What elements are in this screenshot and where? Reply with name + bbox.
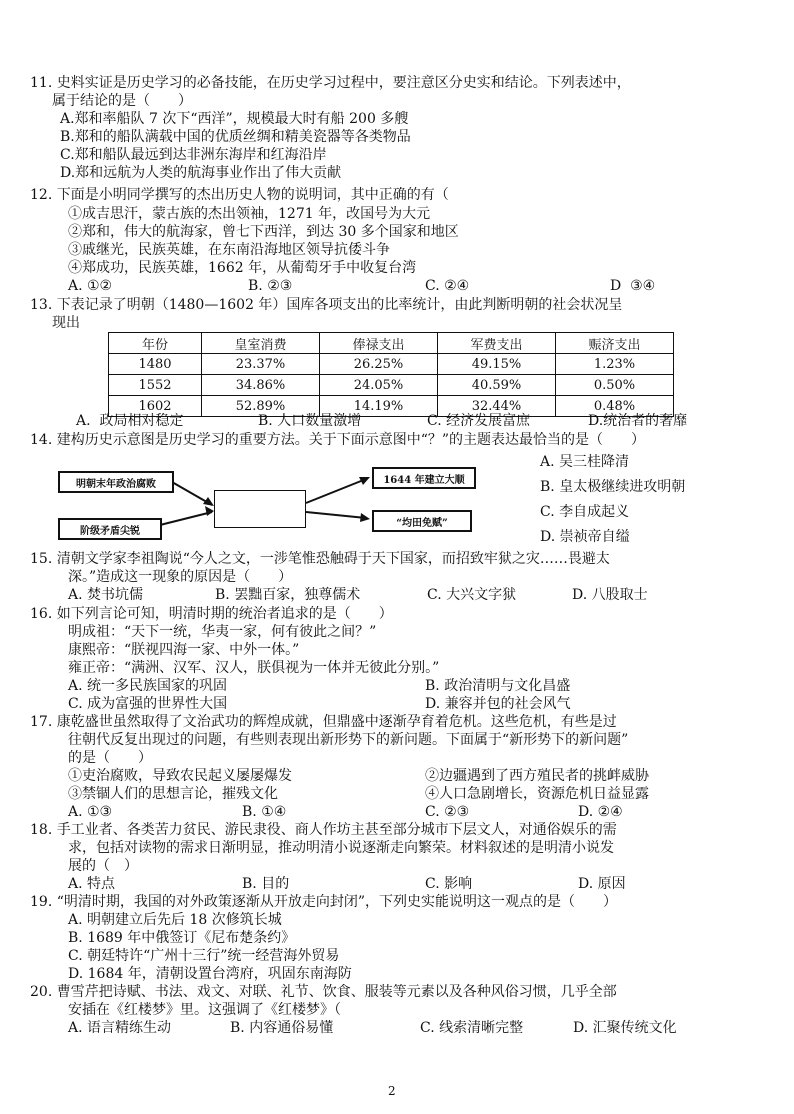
- table-cell: 1480: [109, 354, 202, 375]
- q17-stem-line3: 的是（ ）: [68, 750, 152, 766]
- q18-stem-line3: 展的（ ）: [68, 858, 138, 874]
- q13-option-a: A. 政局相对稳定: [76, 413, 184, 429]
- q19-option-c: C. 朝廷特许“广州十三行”统一经营海外贸易: [68, 948, 340, 964]
- header-year: 年份: [109, 333, 202, 354]
- q17-option-a: A. ①③: [68, 804, 113, 820]
- q20-option-d: D. 汇聚传统文化: [573, 1020, 677, 1036]
- q17-stem-line2: 往朝代反复出现过的问题，有些则表现出新形势下的新问题。下面属于“新形势下的新问题”: [68, 732, 629, 748]
- q17-option-c: C. ②③: [425, 804, 470, 820]
- q13-stem-line2: 现出: [52, 315, 80, 331]
- table-cell: 52.89%: [202, 396, 320, 417]
- q15-option-a: A. 焚书坑儒: [68, 587, 144, 603]
- q15-option-d: D. 八股取士: [572, 587, 648, 603]
- table-cell: 26.25%: [320, 354, 438, 375]
- q14-stem: 14. 建构历史示意图是历史学习的重要方法。关于下面示意图中“？”的主题表达最恰当的是（ ）: [30, 432, 646, 448]
- q16-option-d: D. 兼容并包的社会风气: [425, 696, 571, 712]
- q12-option-c: C. ②④: [425, 278, 470, 294]
- diagram-box-dashun: [372, 467, 476, 489]
- q20-option-c: C. 线索清晰完整: [420, 1020, 524, 1036]
- q12-stem: 12. 下面是小明同学撰写的杰出历史人物的说明词，其中正确的有（: [30, 187, 449, 203]
- q14-option-a: A. 吴三桂降清: [540, 454, 630, 470]
- q19-stem: 19. “明清时期，我国的对外政策逐渐从开放走向封闭”，下列史实能说明这一观点的是（ ）: [30, 894, 618, 910]
- q16-quote-3: 雍正帝：“满洲、汉军、汉人，朕俱视为一体并无彼此分别。”: [68, 660, 440, 676]
- diagram-box-class-conflict: [58, 518, 162, 540]
- q17-statement-2: ②边疆遇到了西方殖民者的挑衅威胁: [425, 768, 649, 784]
- q11-option-b: B.郑和的船队满载中国的优质丝绸和精美瓷器等各类物品: [60, 129, 411, 145]
- q11-option-a: A.郑和率船队 7 次下“西洋”，规模最大时有船 200 多艘: [60, 111, 409, 127]
- header-salary: 俸禄支出: [320, 333, 438, 354]
- q11-option-c: C.郑和船队最远到达非洲东海岸和红海沿岸: [60, 147, 327, 163]
- q17-stem-line1: 17. 康乾盛世虽然取得了文治武功的辉煌成就，但鼎盛中逐渐孕育着危机。这些危机，有些是过: [30, 714, 617, 730]
- q12-statement-4: ④郑成功，民族英雄，1662 年，从葡萄牙手中收复台湾: [68, 260, 417, 276]
- table-cell: 24.05%: [320, 375, 438, 396]
- table-cell: 0.50%: [556, 375, 674, 396]
- q18-stem-line2: 求，包括对读物的需求日渐明显，推动明清小说逐渐走向繁荣。材料叙述的是明清小说发: [68, 840, 614, 856]
- q16-option-c: C. 成为富强的世界性大国: [68, 696, 228, 712]
- q12-option-b: B. ②③: [248, 278, 293, 294]
- q11-stem-line2: 属于结论的是（ ）: [52, 93, 192, 109]
- q14-option-b: B. 皇太极继续进攻明朝: [540, 479, 686, 495]
- q13-stem-line1: 13. 下表记录了明朝（1480—1602 年）国库各项支出的比率统计，由此判断明朝的社会状况呈: [30, 297, 623, 313]
- q13-option-b: B. 人口数量激增: [258, 413, 362, 429]
- q16-quote-2: 康熙帝：“朕视四海一家、中外一体。”: [68, 642, 300, 658]
- q17-option-b: B. ①④: [242, 804, 287, 820]
- q18-option-d: D. 原因: [578, 876, 626, 892]
- q15-option-b: B. 罢黜百家，独尊儒术: [215, 587, 361, 603]
- table-cell: 1.23%: [556, 354, 674, 375]
- q14-option-d: D. 崇祯帝自缢: [540, 529, 630, 545]
- q12-statement-1: ①成吉思汗，蒙古族的杰出领袖，1271 年，改国号为大元: [68, 206, 431, 222]
- q17-statement-1: ①吏治腐败，导致农民起义屡屡爆发: [68, 768, 292, 784]
- q20-stem-line1: 20. 曹雪芹把诗赋、书法、戏文、对联、礼节、饮食、服装等元素以及各种风俗习惯，几乎全部: [30, 984, 617, 1000]
- diagram-box-label: 明朝末年政治腐败: [76, 478, 156, 490]
- q12-statement-3: ③戚继光，民族英雄，在东南沿海地区领导抗倭斗争: [68, 242, 390, 258]
- q17-statement-4: ④人口急剧增长，资源危机日益显露: [425, 786, 649, 802]
- q19-option-d: D. 1684 年，清朝设置台湾府，巩固东南海防: [68, 966, 352, 982]
- diagram-box-question: [214, 490, 306, 528]
- q12-statement-2: ②郑和，伟大的航海家，曾七下西洋，到达 30 多个国家和地区: [68, 224, 459, 240]
- q18-option-a: A. 特点: [68, 876, 116, 892]
- q12-option-d: D ③④: [610, 278, 656, 294]
- q12-option-a: A. ①②: [68, 278, 113, 294]
- diagram-box-label: 阶级矛盾尖锐: [80, 525, 140, 537]
- diagram-box-label: 1644 年建立大顺: [383, 474, 465, 486]
- q13-option-d: D.统治者的奢靡: [588, 413, 688, 429]
- q16-quote-1: 明成祖：“天下一统，华夷一家，何有彼此之间？”: [68, 624, 377, 640]
- table-cell: 1552: [109, 375, 202, 396]
- diagram-box-political-corruption: [58, 471, 174, 493]
- q17-option-d: D. ②④: [578, 804, 623, 820]
- q18-option-c: C. 影响: [425, 876, 473, 892]
- table-cell: 40.59%: [438, 375, 556, 396]
- diagram-box-label: “均田免赋”: [396, 517, 448, 529]
- q19-option-a: A. 明朝建立后先后 18 次修筑长城: [68, 912, 282, 928]
- q16-stem: 16. 如下列言论可知，明清时期的统治者追求的是（ ）: [30, 606, 393, 622]
- q20-option-b: B. 内容通俗易懂: [230, 1020, 334, 1036]
- q11-option-d: D.郑和远航为人类的航海事业作出了伟大贡献: [60, 165, 342, 181]
- table-cell: 0.48%: [556, 396, 674, 417]
- q15-stem-line2: 深。”造成这一现象的原因是（ ）: [68, 569, 293, 585]
- q20-stem-line2: 安插在《红楼梦》里。这强调了《红楼梦》（: [68, 1002, 341, 1018]
- q17-statement-3: ③禁锢人们的思想言论，摧残文化: [68, 786, 278, 802]
- header-royal: 皇室消费: [202, 333, 320, 354]
- q18-stem-line1: 18. 手工业者、各类苦力贫民、游民隶役、商人作坊主甚至部分城市下层文人，对通俗娱乐的需: [30, 822, 617, 838]
- q13-option-c: C. 经济发展富庶: [427, 413, 531, 429]
- q15-stem-line1: 15. 清朝文学家李祖陶说“今人之文，一涉笔惟恐触碍于天下国家，而招致牢狱之灾……畏避太: [30, 551, 610, 567]
- q18-option-b: B. 目的: [242, 876, 290, 892]
- table-cell: 14.19%: [320, 396, 438, 417]
- q14-option-c: C. 李自成起义: [540, 504, 630, 520]
- q16-option-b: B. 政治清明与文化昌盛: [425, 678, 571, 694]
- table-cell: 23.37%: [202, 354, 320, 375]
- q16-option-a: A. 统一多民族国家的巩固: [68, 678, 228, 694]
- header-military: 军费支出: [438, 333, 556, 354]
- q15-option-c: C. 大兴文字狱: [427, 587, 517, 603]
- q19-option-b: B. 1689 年中俄签订《尼布楚条约》: [68, 930, 296, 946]
- table-cell: 34.86%: [202, 375, 320, 396]
- q11-stem-line1: 11. 史料实证是历史学习的必备技能，在历史学习过程中，要注意区分史实和结论。下列表述中，: [30, 75, 631, 91]
- table-cell: 49.15%: [438, 354, 556, 375]
- table-cell: 32.44%: [438, 396, 556, 417]
- page-number: 2: [388, 1084, 396, 1098]
- table-cell: 1602: [109, 396, 202, 417]
- header-relief: 赈济支出: [556, 333, 674, 354]
- q20-option-a: A. 语言精练生动: [68, 1020, 172, 1036]
- diagram-box-land-equal: [372, 510, 472, 532]
